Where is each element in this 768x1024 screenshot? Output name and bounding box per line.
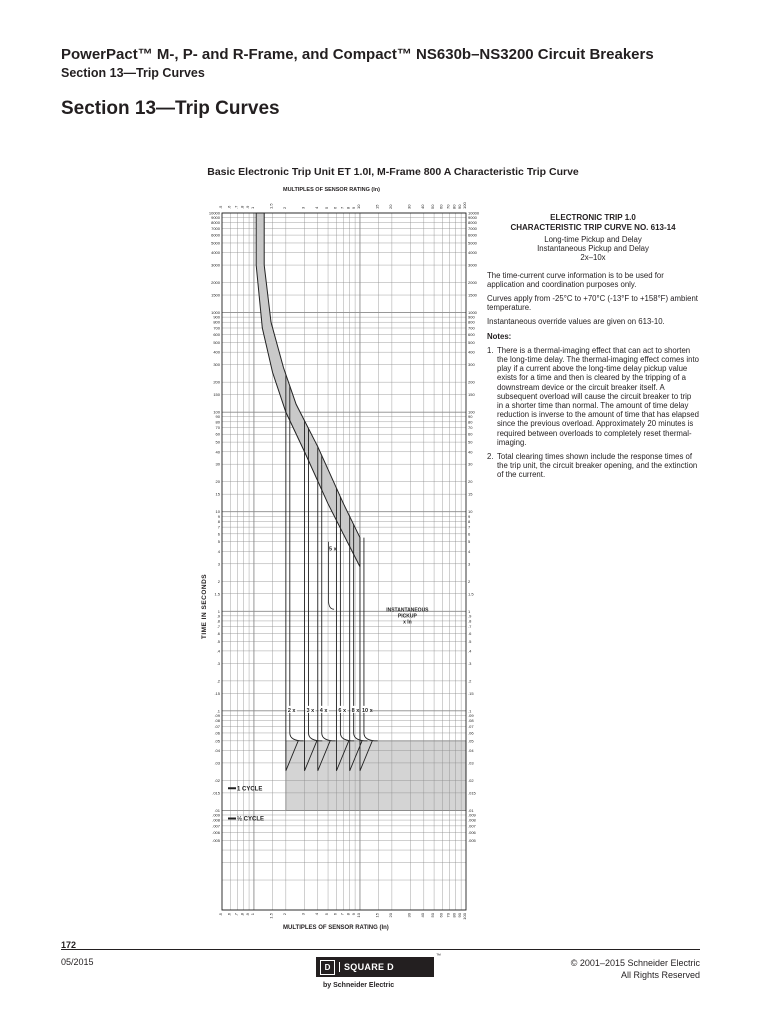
y-tick-label-right: .3 xyxy=(468,660,472,666)
instantaneous-setting-label: 4 x xyxy=(319,707,328,714)
y-tick-label-right: 80 xyxy=(468,419,473,425)
y-tick-label-right: .15 xyxy=(468,690,474,696)
y-tick-label-right: .06 xyxy=(468,730,474,736)
y-tick-label-right: 300 xyxy=(468,362,475,368)
y-tick-label-left: 9000 xyxy=(211,215,220,221)
y-tick-label-left: 40 xyxy=(215,449,220,455)
y-tick-label-right: 3000 xyxy=(468,262,477,268)
curve-heading-1: ELECTRONIC TRIP 1.0 xyxy=(550,213,636,222)
y-tick-label-right: 900 xyxy=(468,314,475,320)
logo-trademark: ™ xyxy=(436,953,441,959)
logo-byline: by Schneider Electric xyxy=(323,982,395,989)
page-number: 172 xyxy=(61,940,77,950)
x-tick-label-bottom: 7 xyxy=(339,913,345,916)
y-tick-label-right: 150 xyxy=(468,392,475,398)
x-tick-label-bottom: 90 xyxy=(457,913,463,918)
x-tick-label-top: 3 xyxy=(300,206,306,209)
y-tick-label-right: .015 xyxy=(468,790,476,796)
x-tick-label-top: 70 xyxy=(445,204,451,209)
x-tick-label-bottom: 60 xyxy=(438,913,444,918)
curve-heading-2: CHARACTERISTIC TRIP CURVE NO. 613-14 xyxy=(510,223,676,232)
x-tick-label-top: 5 xyxy=(324,206,330,209)
y-tick-label-left: 10000 xyxy=(208,210,220,216)
y-tick-label-right: 40 xyxy=(468,449,473,455)
y-tick-label-right: 70 xyxy=(468,425,473,431)
y-tick-label-left: 30 xyxy=(215,461,220,467)
y-tick-label-left: .8 xyxy=(216,618,220,624)
y-tick-label-right: 3 xyxy=(468,561,471,567)
y-tick-label-left: 7 xyxy=(217,524,220,530)
y-tick-label-left: .009 xyxy=(212,812,220,818)
note-1 xyxy=(487,346,699,447)
x-tick-label-bottom: 1.5 xyxy=(268,913,274,919)
y-tick-label-left: .15 xyxy=(214,690,220,696)
y-tick-label-left: 4 xyxy=(217,548,220,554)
x-tick-label-bottom: 3 xyxy=(300,913,306,916)
y-tick-label-left: 50 xyxy=(215,439,220,445)
x-tick-label-bottom: 100 xyxy=(462,913,467,920)
y-tick-label-right: 1500 xyxy=(468,292,477,298)
x-tick-label-bottom: .7 xyxy=(233,913,239,917)
x-tick-label-bottom: 8 xyxy=(345,913,351,916)
y-tick-label-right: .02 xyxy=(468,777,474,783)
y-tick-label-left: .06 xyxy=(214,730,220,736)
y-tick-label-right: 15 xyxy=(468,491,473,497)
y-tick-label-left: 6 xyxy=(217,531,220,537)
instantaneous-setting-label: 3 x xyxy=(306,707,315,714)
y-tick-label-right: .05 xyxy=(468,738,474,744)
y-tick-label-right: 8 xyxy=(468,518,471,524)
one-cycle-label: 1 CYCLE xyxy=(237,786,263,793)
copyright-text: © 2001–2015 Schneider Electric xyxy=(570,958,700,968)
y-tick-label-right: 500 xyxy=(468,340,475,346)
y-tick-label-left: 4000 xyxy=(211,250,220,256)
y-tick-label-left: 6000 xyxy=(211,232,220,238)
x-tick-label-bottom: 80 xyxy=(451,913,457,918)
x-tick-label-bottom: 10 xyxy=(355,913,361,918)
x-tick-label-top: 80 xyxy=(451,204,457,209)
x-tick-label-top: 4 xyxy=(313,206,319,209)
y-tick-label-left: .015 xyxy=(212,790,220,796)
y-tick-label-right: 20 xyxy=(468,479,473,485)
y-tick-label-right: .2 xyxy=(468,678,472,684)
y-tick-label-left: .01 xyxy=(214,807,220,813)
x-tick-label-bottom: 4 xyxy=(313,913,319,916)
y-tick-label-left: 9 xyxy=(217,513,220,519)
x-tick-label-bottom: .9 xyxy=(245,913,251,917)
x-tick-label-top: 7 xyxy=(339,206,345,209)
x-tick-label-top: 1 xyxy=(249,206,255,209)
rights-text: All Rights Reserved xyxy=(620,970,700,980)
y-tick-label-left: 1500 xyxy=(211,292,220,298)
y-tick-label-left: 60 xyxy=(215,431,220,437)
x-tick-label-top: 100 xyxy=(462,202,467,209)
y-tick-label-right: 10 xyxy=(468,509,473,515)
y-tick-label-right: .04 xyxy=(468,747,474,753)
x-tick-label-top: 9 xyxy=(351,206,357,209)
x-tick-label-bottom: .6 xyxy=(226,913,232,917)
x-tick-label-top: 40 xyxy=(419,204,425,209)
y-tick-label-left: .04 xyxy=(214,747,220,753)
y-tick-label-right: .7 xyxy=(468,624,472,630)
half-cycle-label: ½ CYCLE xyxy=(237,816,265,823)
y-tick-label-left: 300 xyxy=(213,362,220,368)
y-tick-label-left: 600 xyxy=(213,332,220,338)
y-tick-label-right: 6 xyxy=(468,531,471,537)
copyright xyxy=(571,957,700,981)
x-tick-label-bottom: 20 xyxy=(387,913,393,918)
y-axis-label: TIME IN SECONDS xyxy=(201,573,209,640)
x-tick-label-top: 60 xyxy=(438,204,444,209)
instantaneous-setting-label: 8 x xyxy=(351,707,360,714)
note-2-number: 2. xyxy=(487,452,494,462)
y-tick-label-right: .008 xyxy=(468,817,476,823)
y-tick-label-left: 900 xyxy=(213,314,220,320)
x-tick-label-bottom: 2 xyxy=(281,913,287,916)
y-tick-label-right: .07 xyxy=(468,723,474,729)
y-tick-label-right: .4 xyxy=(468,648,472,654)
y-tick-label-left: 1.5 xyxy=(214,591,220,597)
x-tick-label-bottom: .8 xyxy=(239,913,245,917)
y-tick-label-right: 6000 xyxy=(468,232,477,238)
y-tick-label-left: .03 xyxy=(214,760,220,766)
y-tick-label-right: 1.5 xyxy=(468,591,474,597)
footer-divider xyxy=(61,949,700,950)
y-tick-label-left: 200 xyxy=(213,379,220,385)
y-tick-label-left: 5000 xyxy=(211,240,220,246)
x-tick-label-top: 15 xyxy=(374,204,380,209)
y-tick-label-left: 20 xyxy=(215,479,220,485)
publication-date: 05/2015 xyxy=(61,957,94,967)
y-tick-label-right: 5 xyxy=(468,539,471,545)
x-tick-label-top: 50 xyxy=(430,204,436,209)
y-tick-label-right: .005 xyxy=(468,837,476,843)
x-tick-label-top: .8 xyxy=(239,205,245,209)
y-tick-label-left: 5 xyxy=(217,539,220,545)
y-tick-label-right: 4 xyxy=(468,548,471,554)
x-tick-label-bottom: 40 xyxy=(419,913,425,918)
y-tick-label-left: .7 xyxy=(216,624,220,630)
y-tick-label-left: .9 xyxy=(216,613,220,619)
y-tick-label-right: 90 xyxy=(468,414,473,420)
y-tick-label-right: 8000 xyxy=(468,220,477,226)
y-tick-label-left: 8000 xyxy=(211,220,220,226)
x-tick-label-top: 90 xyxy=(457,204,463,209)
instantaneous-setting-label: 10 x xyxy=(361,707,373,714)
y-tick-label-left: .2 xyxy=(216,678,220,684)
y-tick-label-right: 50 xyxy=(468,439,473,445)
y-tick-label-left: .08 xyxy=(214,718,220,724)
y-tick-label-right: 9 xyxy=(468,513,471,519)
y-tick-label-left: .07 xyxy=(214,723,220,729)
y-tick-label-left: .5 xyxy=(216,638,220,644)
y-tick-label-left: 800 xyxy=(213,319,220,325)
y-tick-label-left: .6 xyxy=(216,630,220,636)
curve-subheading-1: Long-time Pickup and Delay xyxy=(544,235,642,244)
x-tick-label-top: .6 xyxy=(226,205,232,209)
x-tick-label-top: .5 xyxy=(218,205,223,209)
y-tick-label-right: 700 xyxy=(468,325,475,331)
y-tick-label-left: 10 xyxy=(215,509,220,515)
y-tick-label-left: 2000 xyxy=(211,280,220,286)
y-tick-label-left: 100 xyxy=(213,409,220,415)
y-tick-label-right: .03 xyxy=(468,760,474,766)
x-tick-label-bottom: 30 xyxy=(406,913,412,918)
curve-subheading-2: Instantaneous Pickup and Delay xyxy=(537,244,649,254)
x-tick-label-top: 1.5 xyxy=(268,203,274,209)
y-tick-label-right: .6 xyxy=(468,630,472,636)
y-tick-label-right: 600 xyxy=(468,332,475,338)
y-tick-label-left: .05 xyxy=(214,738,220,744)
x-tick-label-bottom: 6 xyxy=(332,913,338,916)
instantaneous-setting-label: 6 x xyxy=(338,707,347,714)
y-tick-label-right: 5000 xyxy=(468,240,477,246)
y-tick-label-right: 200 xyxy=(468,379,475,385)
y-tick-label-left: .006 xyxy=(212,830,220,836)
y-tick-label-right: .007 xyxy=(468,823,476,829)
x-tick-label-bottom: 50 xyxy=(430,913,436,918)
curve-subheading-3: 2x–10x xyxy=(580,253,606,263)
y-tick-label-right: 400 xyxy=(468,349,475,355)
y-tick-label-left: 8 xyxy=(217,518,220,524)
x-tick-label-top: 2 xyxy=(281,206,287,209)
y-tick-label-left: 1 xyxy=(217,608,220,614)
y-tick-label-right: 7 xyxy=(468,524,471,530)
info-paragraph-1: The time-current curve information is to be used for application and coordination purposes only. xyxy=(487,270,664,289)
y-tick-label-right: 10000 xyxy=(468,210,480,216)
y-tick-label-left: .1 xyxy=(216,708,220,714)
y-tick-label-right: 30 xyxy=(468,461,473,467)
y-tick-label-left: .007 xyxy=(212,823,220,829)
y-tick-label-right: .5 xyxy=(468,638,472,644)
y-tick-label-left: 15 xyxy=(215,491,220,497)
x-tick-label-top: 10 xyxy=(355,204,361,209)
note-1-number: 1. xyxy=(487,345,494,355)
x-tick-label-bottom: 5 xyxy=(324,913,330,916)
y-tick-label-right: .1 xyxy=(468,708,472,714)
y-tick-label-left: 1000 xyxy=(211,310,220,316)
y-tick-label-left: .02 xyxy=(214,777,220,783)
document-header-title: PowerPact™ M-, P- and R-Frame, and Compact™ NS630b–NS3200 Circuit Breakers xyxy=(61,46,654,63)
logo-d-mark: D xyxy=(320,960,335,975)
y-tick-label-left: .09 xyxy=(214,712,220,718)
y-tick-label-right: .9 xyxy=(468,613,472,619)
y-tick-label-right: 9000 xyxy=(468,215,477,221)
instantaneous-pickup-annotation: PICKUP xyxy=(397,613,417,620)
y-tick-label-left: 7000 xyxy=(211,225,220,231)
note-2-text: Total clearing times shown include the response times of the trip unit, the circuit breaker opening, and the extinction of the current. xyxy=(497,452,698,480)
y-tick-label-left: 3000 xyxy=(211,262,220,268)
y-tick-label-left: 80 xyxy=(215,419,220,425)
y-tick-label-left: 400 xyxy=(213,349,220,355)
y-tick-label-right: 2 xyxy=(468,578,471,584)
y-tick-label-right: 1 xyxy=(468,608,471,614)
x-tick-label-top: 30 xyxy=(406,204,412,209)
y-tick-label-left: 700 xyxy=(213,325,220,331)
x-axis-label-top: MULTIPLES OF SENSOR RATING (In) xyxy=(283,187,380,193)
x-tick-label-bottom: .5 xyxy=(218,913,223,917)
x-tick-label-top: 6 xyxy=(332,206,338,209)
y-tick-label-left: .005 xyxy=(212,837,220,843)
x-tick-label-bottom: 9 xyxy=(351,913,357,916)
instantaneous-pickup-annotation: INSTANTANEOUS xyxy=(386,607,429,614)
y-tick-label-right: .009 xyxy=(468,812,476,818)
x-tick-label-top: 20 xyxy=(387,204,393,209)
y-tick-label-right: 60 xyxy=(468,431,473,437)
y-tick-label-left: .3 xyxy=(216,660,220,666)
note-1-text: There is a thermal-imaging effect that can act to shorten the long-time delay. The thermal-imaging effect comes into play if a current above the long-time delay pickup value exists for a time and then is cleared by the tripping of a downstream device or the circuit breaker itself. A subsequent overload will cause the circuit breaker to trip in a shorter time than normal. The amount of time delay reduction is inverse to the amount of time that has elapsed since the previous overload. Approximately 20 minutes is required between overloads to completely reset thermal-imaging. xyxy=(497,345,699,447)
x-tick-label-bottom: 70 xyxy=(445,913,451,918)
y-tick-label-right: 4000 xyxy=(468,250,477,256)
note-2 xyxy=(487,452,699,480)
chart-title: Basic Electronic Trip Unit ET 1.0I, M-Frame 800 A Characteristic Trip Curve xyxy=(207,166,579,178)
y-tick-label-left: 90 xyxy=(215,414,220,420)
y-tick-label-left: 3 xyxy=(217,561,220,567)
notes-label: Notes: xyxy=(487,331,512,341)
y-tick-label-right: .8 xyxy=(468,618,472,624)
y-tick-label-left: 150 xyxy=(213,392,220,398)
info-paragraph-3: Instantaneous override values are given on 613-10. xyxy=(487,317,665,327)
y-tick-label-left: 2 xyxy=(217,578,220,584)
curve-info-panel xyxy=(487,213,699,480)
five-x-annotation: 5 x xyxy=(329,546,337,553)
x-tick-label-top: .7 xyxy=(233,205,239,209)
y-tick-label-left: .4 xyxy=(216,648,220,654)
y-tick-label-right: .09 xyxy=(468,712,474,718)
y-tick-label-right: .01 xyxy=(468,807,474,813)
x-tick-label-bottom: 1 xyxy=(249,913,255,916)
y-tick-label-right: .08 xyxy=(468,718,474,724)
info-paragraph-2: Curves apply from -25°C to +70°C (-13°F to +158°F) ambient temperature. xyxy=(487,294,698,313)
x-tick-label-bottom: 15 xyxy=(374,913,380,918)
logo-text: SQUARE D xyxy=(339,962,394,972)
x-tick-label-top: 8 xyxy=(345,206,351,209)
instantaneous-setting-label: 2 x xyxy=(287,707,296,714)
document-header-subtitle: Section 13—Trip Curves xyxy=(61,66,205,80)
y-tick-label-left: .008 xyxy=(212,817,220,823)
y-tick-label-right: 1000 xyxy=(468,310,477,316)
instantaneous-pickup-annotation: x In xyxy=(403,619,412,626)
x-tick-label-top: .9 xyxy=(245,205,251,209)
y-tick-label-right: 100 xyxy=(468,409,475,415)
section-title: Section 13—Trip Curves xyxy=(61,98,280,119)
y-tick-label-right: 800 xyxy=(468,319,475,325)
square-d-logo xyxy=(316,957,434,977)
y-tick-label-left: 70 xyxy=(215,425,220,431)
y-tick-label-right: .006 xyxy=(468,830,476,836)
y-tick-label-right: 7000 xyxy=(468,225,477,231)
x-axis-label-bottom: MULTIPLES OF SENSOR RATING (In) xyxy=(283,925,389,931)
y-tick-label-left: 500 xyxy=(213,340,220,346)
y-tick-label-right: 2000 xyxy=(468,280,477,286)
